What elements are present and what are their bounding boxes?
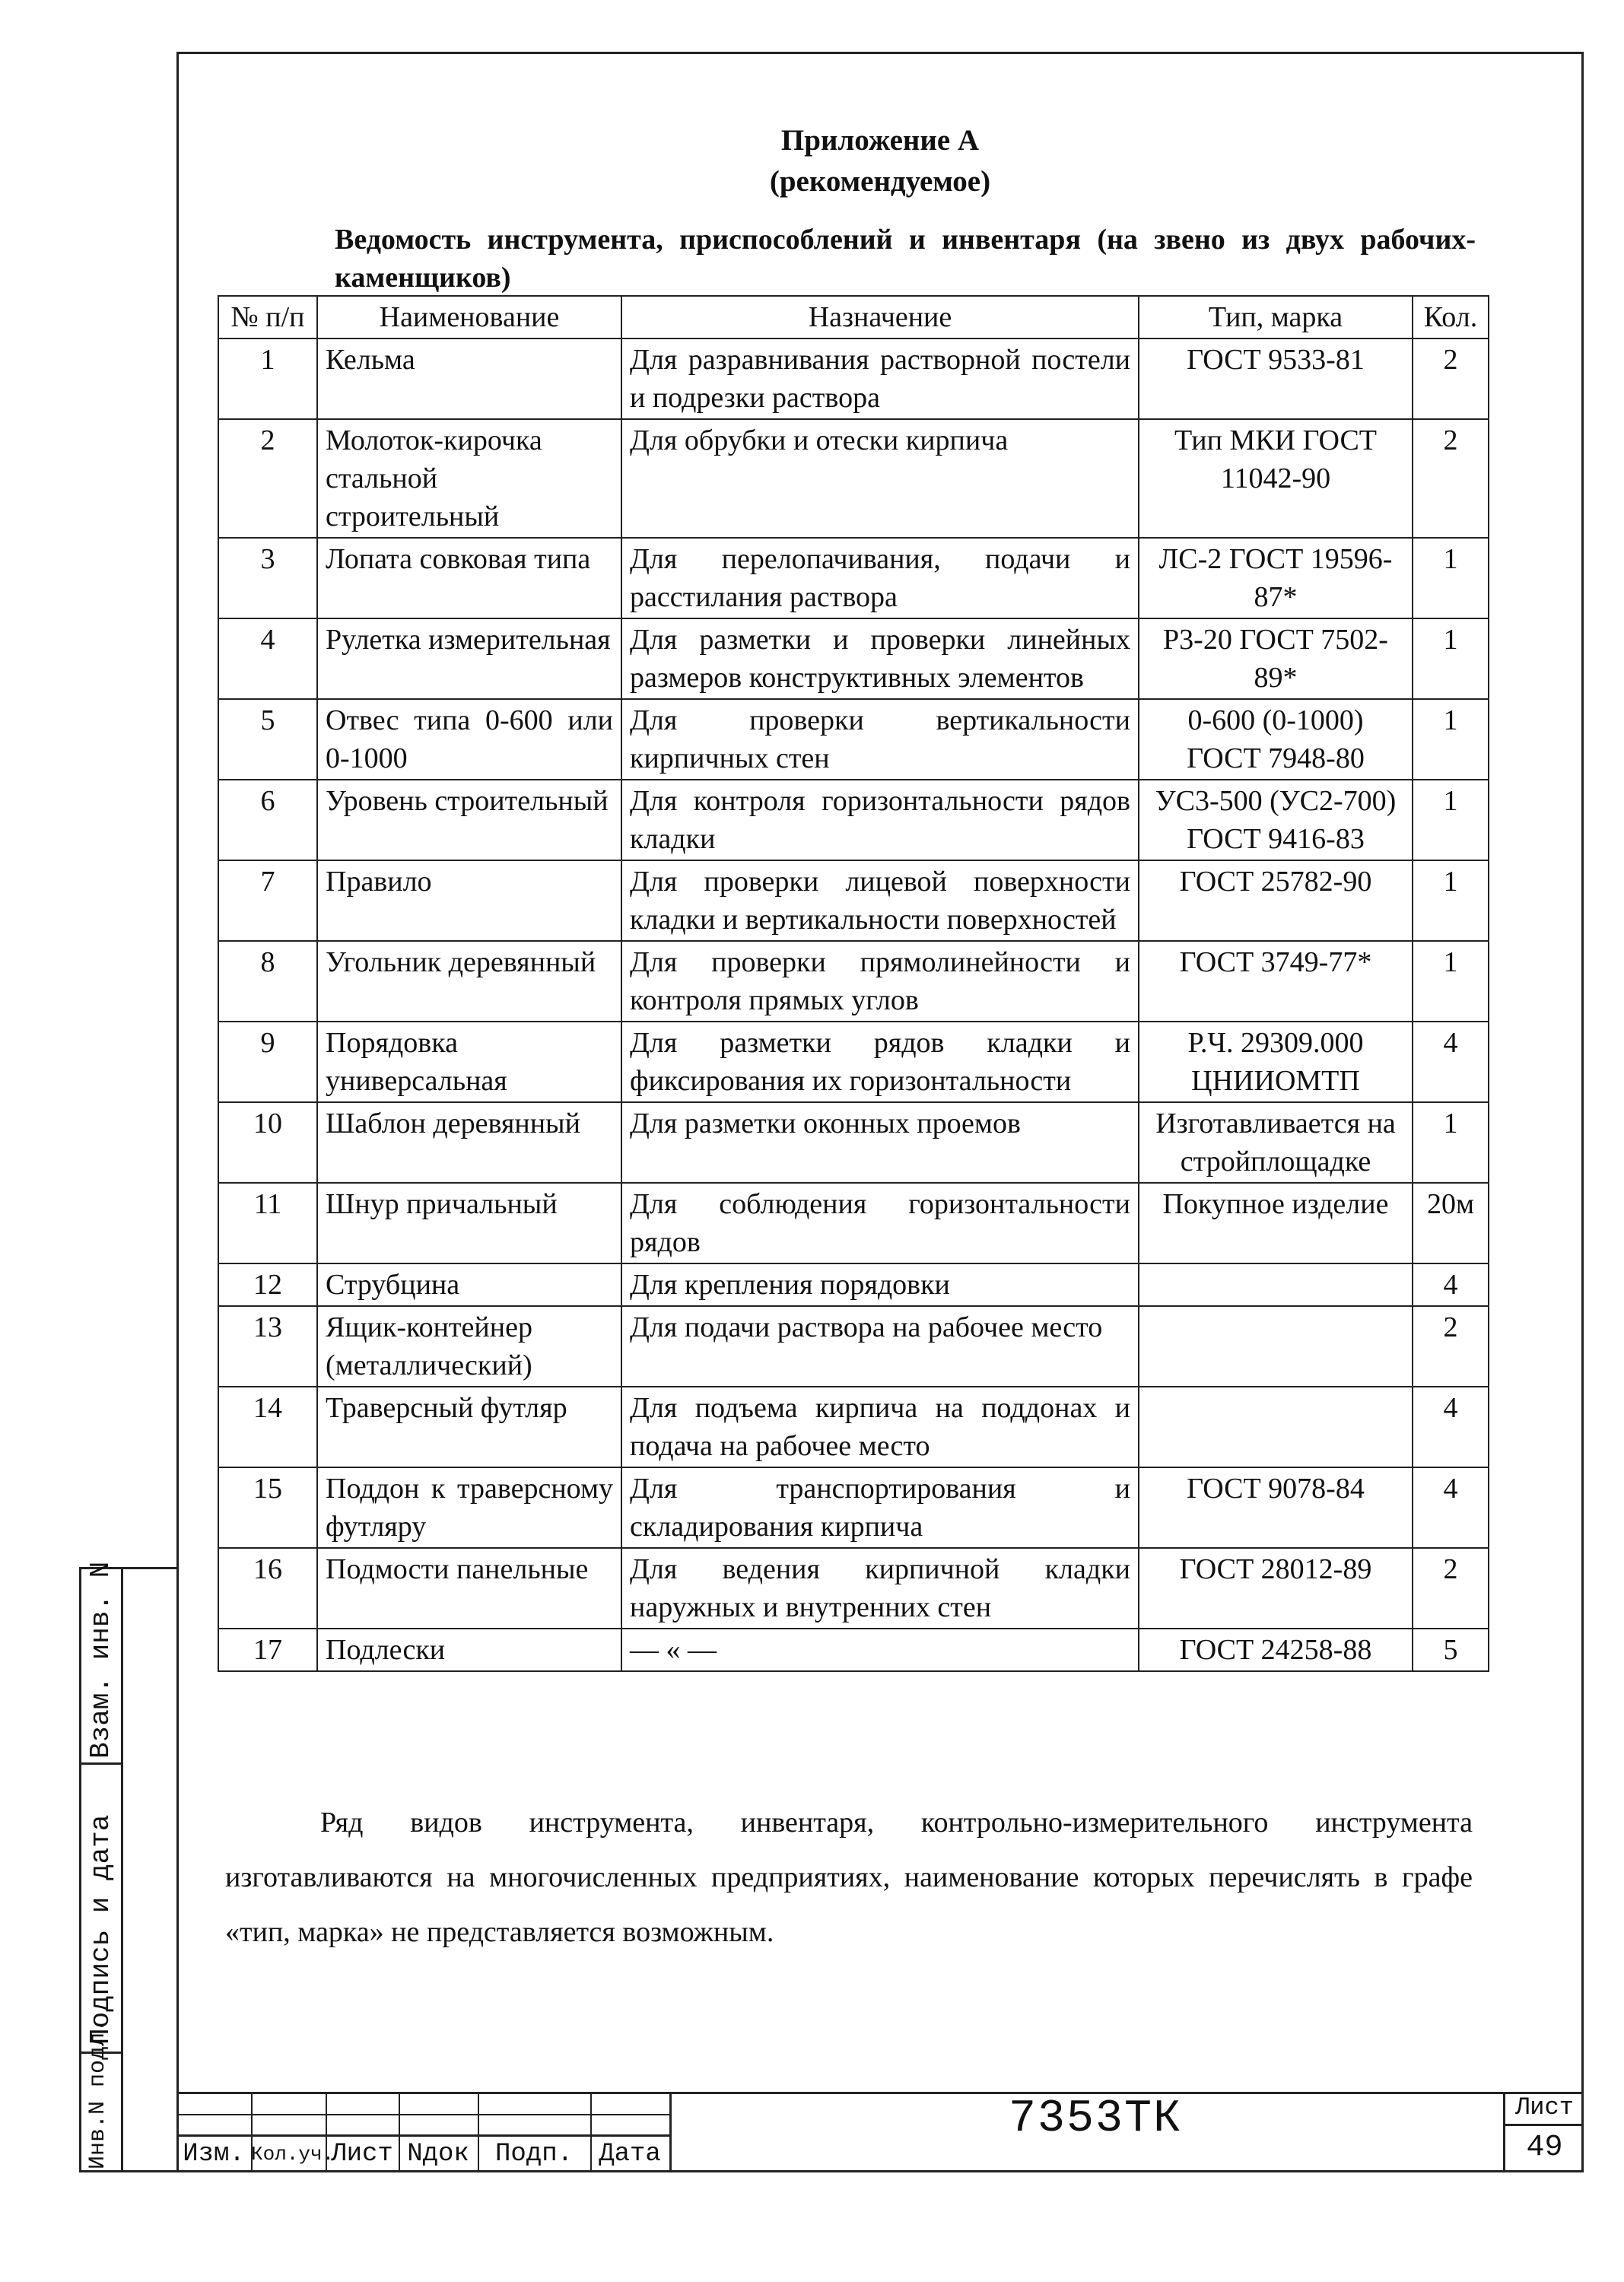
cell-purpose: Для разметки и проверки линейных размеров конструктивных элементов bbox=[621, 618, 1139, 699]
table-row bbox=[218, 780, 1489, 860]
cell-name: Шаблон деревянный bbox=[317, 1102, 621, 1183]
cell-name: Струбцина bbox=[317, 1263, 621, 1306]
appendix-title: Приложение А bbox=[780, 124, 980, 157]
cell-name: Рулетка измерительная bbox=[317, 618, 621, 699]
table-row bbox=[218, 338, 1489, 419]
cell-num: 3 bbox=[218, 538, 317, 618]
cell-qty: 1 bbox=[1413, 1102, 1489, 1183]
cell-purpose: Для проверки прямолинейности и контроля прямых углов bbox=[621, 941, 1139, 1022]
cell-name: Лопата совковая типа bbox=[317, 538, 621, 618]
cell-type: ГОСТ 3749-77* bbox=[1139, 941, 1413, 1022]
label-data: Дата bbox=[599, 2140, 661, 2169]
label-list: Лист bbox=[331, 2140, 393, 2169]
cell-num: 11 bbox=[218, 1183, 317, 1263]
table-row bbox=[218, 1467, 1489, 1548]
cell-purpose: Для разметки оконных проемов bbox=[621, 1102, 1139, 1183]
table-row bbox=[218, 618, 1489, 699]
cell-name: Подлески bbox=[317, 1629, 621, 1671]
cell-qty: 2 bbox=[1413, 1548, 1489, 1629]
table-header-row bbox=[218, 296, 1489, 338]
appendix-subtitle: (рекомендуемое) bbox=[769, 165, 991, 198]
table-row bbox=[218, 419, 1489, 538]
header-type: Тип, марка bbox=[1139, 296, 1413, 338]
document-code: 7353ТК bbox=[1008, 2093, 1183, 2145]
cell-name: Отвес типа 0-600 или 0-1000 bbox=[317, 699, 621, 780]
cell-qty: 1 bbox=[1413, 699, 1489, 780]
cell-num: 16 bbox=[218, 1548, 317, 1629]
label-ndok: Nдок bbox=[407, 2140, 469, 2169]
sheet-box bbox=[1503, 2092, 1584, 2172]
cell-type bbox=[1139, 1263, 1413, 1306]
cell-type: ГОСТ 9078-84 bbox=[1139, 1467, 1413, 1548]
cell-num: 9 bbox=[218, 1022, 317, 1102]
cell-num: 5 bbox=[218, 699, 317, 780]
cell-purpose: Для разравнивания растворной постели и подрезки раствора bbox=[621, 338, 1139, 419]
cell-qty: 1 bbox=[1413, 618, 1489, 699]
cell-qty: 4 bbox=[1413, 1022, 1489, 1102]
side-stamp-blank bbox=[123, 1567, 176, 2172]
side-cell-inv bbox=[79, 2018, 123, 2172]
cell-type: 0-600 (0-1000) ГОСТ 7948-80 bbox=[1139, 699, 1413, 780]
cell-type: ЛС-2 ГОСТ 19596-87* bbox=[1139, 538, 1413, 618]
cell-type bbox=[1139, 1387, 1413, 1467]
side-cell-vzam bbox=[79, 1561, 123, 1765]
table-row bbox=[218, 1387, 1489, 1467]
cell-type: УС3-500 (УС2-700) ГОСТ 9416-83 bbox=[1139, 780, 1413, 860]
cell-num: 6 bbox=[218, 780, 317, 860]
cell-purpose: Для крепления порядовки bbox=[621, 1263, 1139, 1306]
side-cell-podpis bbox=[79, 1765, 123, 2054]
table-caption: Ведомость инструмента, приспособлений и инвентаря (на звено из двух рабочих-каменщиков) bbox=[335, 224, 1476, 294]
table-row bbox=[218, 1629, 1489, 1671]
cell-name: Ящик-контейнер (металлический) bbox=[317, 1306, 621, 1387]
cell-qty: 20м bbox=[1413, 1183, 1489, 1263]
title-block-top-line bbox=[176, 2092, 1584, 2094]
cell-type: Тип МКИ ГОСТ 11042-90 bbox=[1139, 419, 1413, 538]
table-row bbox=[218, 538, 1489, 618]
cell-purpose: Для проверки лицевой поверхности кладки и вертикальности поверхностей bbox=[621, 860, 1139, 941]
table-row bbox=[218, 1306, 1489, 1387]
cell-qty: 1 bbox=[1413, 860, 1489, 941]
cell-purpose: Для подъема кирпича на поддонах и подача на рабочее место bbox=[621, 1387, 1139, 1467]
cell-qty: 4 bbox=[1413, 1263, 1489, 1306]
table-row bbox=[218, 1183, 1489, 1263]
cell-qty: 4 bbox=[1413, 1467, 1489, 1548]
cell-purpose: Для контроля горизонтальности рядов кладки bbox=[621, 780, 1139, 860]
cell-purpose: Для разметки рядов кладки и фиксирования их горизонтальности bbox=[621, 1022, 1139, 1102]
cell-num: 14 bbox=[218, 1387, 317, 1467]
side-label-vzam: Взам. инв. N bbox=[85, 1561, 116, 1759]
table-row bbox=[218, 941, 1489, 1022]
sheet-number: 49 bbox=[1526, 2131, 1563, 2165]
cell-purpose: Для перелопачивания, подачи и расстилания раствора bbox=[621, 538, 1139, 618]
title-block-labels bbox=[176, 2136, 669, 2172]
cell-num: 4 bbox=[218, 618, 317, 699]
cell-name: Траверсный футляр bbox=[317, 1387, 621, 1467]
cell-name: Правило bbox=[317, 860, 621, 941]
cell-num: 10 bbox=[218, 1102, 317, 1183]
cell-purpose: — « — bbox=[621, 1629, 1139, 1671]
footnote-text: Ряд видов инструмента, инвентаря, контрольно-измерительного инструмента изготавливаются на многочисленных предприятиях, наименование которых перечислять в графе «тип, марка» не представляется возможным. bbox=[225, 1807, 1473, 1948]
header-purpose: Назначение bbox=[621, 296, 1139, 338]
cell-purpose: Для ведения кирпичной кладки наружных и внутренних стен bbox=[621, 1548, 1139, 1629]
cell-qty: 2 bbox=[1413, 419, 1489, 538]
sheet-label: Лист bbox=[1505, 2092, 1584, 2126]
table-row bbox=[218, 1022, 1489, 1102]
cell-name: Уровень строительный bbox=[317, 780, 621, 860]
header-num: № п/п bbox=[218, 296, 317, 338]
cell-name: Кельма bbox=[317, 338, 621, 419]
cell-purpose: Для обрубки и отески кирпича bbox=[621, 419, 1139, 538]
cell-qty: 1 bbox=[1413, 780, 1489, 860]
cell-name: Поддон к траверсному футляру bbox=[317, 1467, 621, 1548]
cell-type: ГОСТ 28012-89 bbox=[1139, 1548, 1413, 1629]
cell-num: 1 bbox=[218, 338, 317, 419]
cell-purpose: Для транспортирования и складирования кирпича bbox=[621, 1467, 1139, 1548]
cell-name: Порядовка универсальная bbox=[317, 1022, 621, 1102]
table-row bbox=[218, 699, 1489, 780]
table-row bbox=[218, 860, 1489, 941]
cell-type: Р.Ч. 29309.000 ЦНИИОМТП bbox=[1139, 1022, 1413, 1102]
cell-num: 12 bbox=[218, 1263, 317, 1306]
cell-qty: 4 bbox=[1413, 1387, 1489, 1467]
cell-qty: 5 bbox=[1413, 1629, 1489, 1671]
cell-num: 7 bbox=[218, 860, 317, 941]
cell-num: 13 bbox=[218, 1306, 317, 1387]
side-label-inv: Инв.N подл. bbox=[85, 2018, 111, 2169]
cell-type: Покупное изделие bbox=[1139, 1183, 1413, 1263]
cell-num: 15 bbox=[218, 1467, 317, 1548]
cell-qty: 2 bbox=[1413, 1306, 1489, 1387]
cell-num: 8 bbox=[218, 941, 317, 1022]
cell-type: ГОСТ 25782-90 bbox=[1139, 860, 1413, 941]
cell-qty: 1 bbox=[1413, 941, 1489, 1022]
cell-name: Молоток-кирочка стальной строительный bbox=[317, 419, 621, 538]
table-row bbox=[218, 1263, 1489, 1306]
cell-qty: 2 bbox=[1413, 338, 1489, 419]
side-label-podpis: Подпись и дата bbox=[85, 1814, 116, 2045]
label-izm: Изм. bbox=[183, 2140, 245, 2169]
cell-type: Изготавливается на стройплощадке bbox=[1139, 1102, 1413, 1183]
cell-name: Угольник деревянный bbox=[317, 941, 621, 1022]
header-name: Наименование bbox=[317, 296, 621, 338]
table-row bbox=[218, 1548, 1489, 1629]
cell-name: Подмости панельные bbox=[317, 1548, 621, 1629]
title-block-vline bbox=[669, 2092, 672, 2172]
cell-type: ГОСТ 24258-88 bbox=[1139, 1629, 1413, 1671]
cell-name: Шнур причальный bbox=[317, 1183, 621, 1263]
tools-table bbox=[218, 295, 1489, 1672]
cell-num: 2 bbox=[218, 419, 317, 538]
cell-qty: 1 bbox=[1413, 538, 1489, 618]
header-qty: Кол. bbox=[1413, 296, 1489, 338]
cell-purpose: Для соблюдения горизонтальности рядов bbox=[621, 1183, 1139, 1263]
cell-purpose: Для подачи раствора на рабочее место bbox=[621, 1306, 1139, 1387]
table-row bbox=[218, 1102, 1489, 1183]
label-kol-uch: Кол.уч. bbox=[251, 2143, 335, 2166]
cell-type: Р3-20 ГОСТ 7502-89* bbox=[1139, 618, 1413, 699]
cell-type bbox=[1139, 1306, 1413, 1387]
cell-num: 17 bbox=[218, 1629, 317, 1671]
cell-purpose: Для проверки вертикальности кирпичных стен bbox=[621, 699, 1139, 780]
cell-type: ГОСТ 9533-81 bbox=[1139, 338, 1413, 419]
label-podp: Подп. bbox=[494, 2140, 574, 2169]
